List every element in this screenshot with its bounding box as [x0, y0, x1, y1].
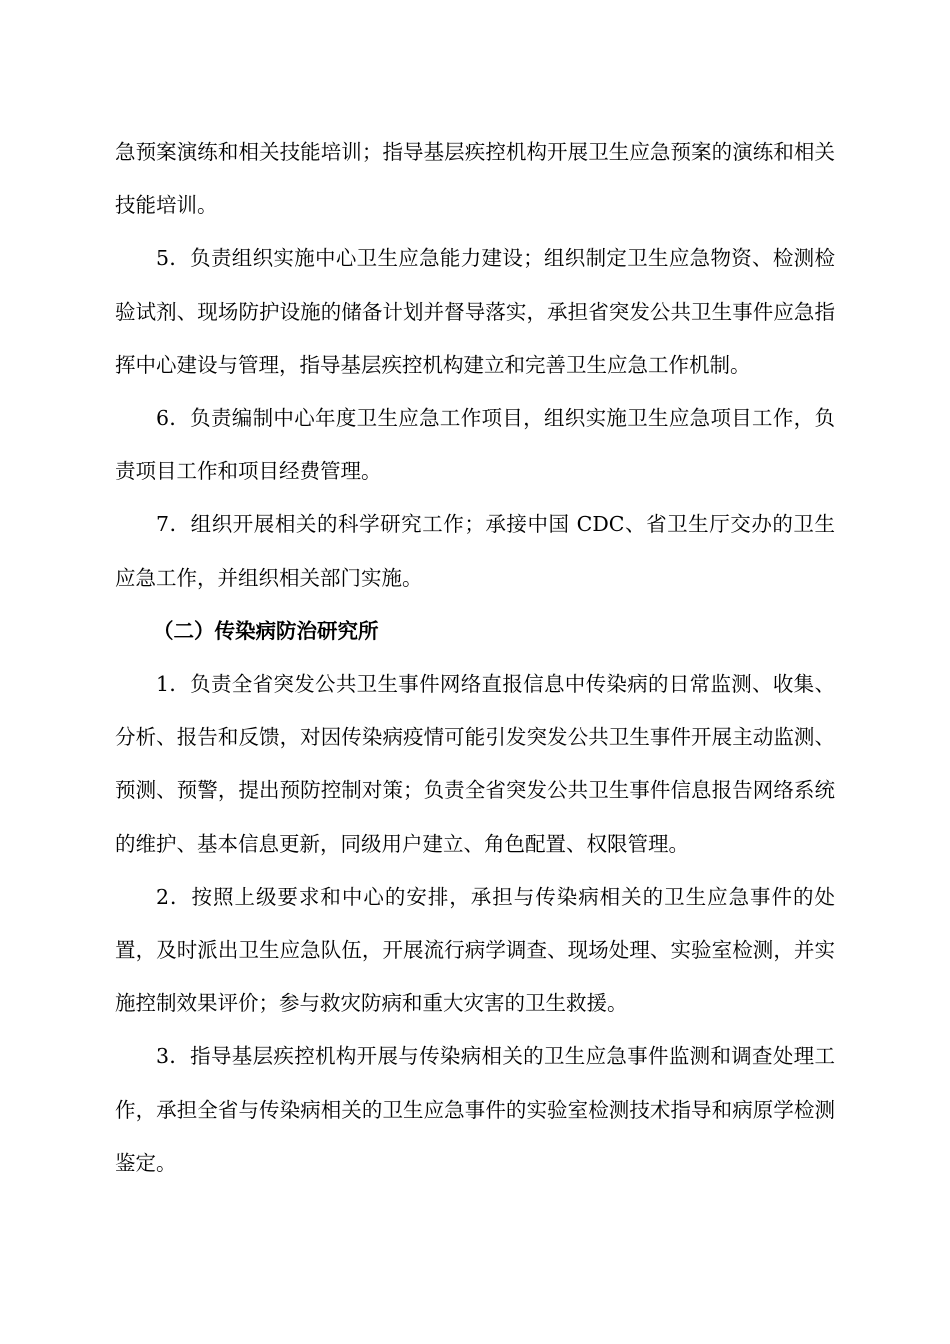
- section-heading: （二）传染病防治研究所: [153, 618, 379, 643]
- paragraph-item-5: 5．负责组织实施中心卫生应急能力建设；组织制定卫生应急物资、检测检验试剂、现场防护设施的储备计划并督导落实，承担省突发公共卫生事件应急指挥中心建设与管理，指导基层疾控机构建立和完善卫生应急工作机制。: [115, 246, 835, 377]
- paragraph-item-6: 6．负责编制中心年度卫生应急工作项目，组织实施卫生应急项目工作，负责项目工作和项目经费管理。: [115, 406, 835, 484]
- paragraph-item-2: 2．按照上级要求和中心的安排，承担与传染病相关的卫生应急事件的处置，及时派出卫生应急队伍，开展流行病学调查、现场处理、实验室检测，并实施控制效果评价；参与救灾防病和重大灾害的卫生救援。: [115, 884, 835, 1016]
- document-body: [115, 126, 835, 1190]
- paragraph-continuation: 急预案演练和相关技能培训；指导基层疾控机构开展卫生应急预案的演练和相关技能培训。: [115, 140, 835, 218]
- paragraph-item-7: 7．组织开展相关的科学研究工作；承接中国 CDC、省卫生厅交办的卫生应急工作，并组织相关部门实施。: [115, 512, 835, 590]
- paragraph-item-1: 1．负责全省突发公共卫生事件网络直报信息中传染病的日常监测、收集、分析、报告和反馈，对因传染病疫情可能引发突发公共卫生事件开展主动监测、预测、预警，提出预防控制对策；负责全省突发公共卫生事件信息报告网络系统的维护、基本信息更新，同级用户建立、角色配置、权限管理。: [115, 672, 835, 856]
- paragraph-item-3: 3．指导基层疾控机构开展与传染病相关的卫生应急事件监测和调查处理工作，承担全省与传染病相关的卫生应急事件的实验室检测技术指导和病原学检测鉴定。: [115, 1044, 835, 1175]
